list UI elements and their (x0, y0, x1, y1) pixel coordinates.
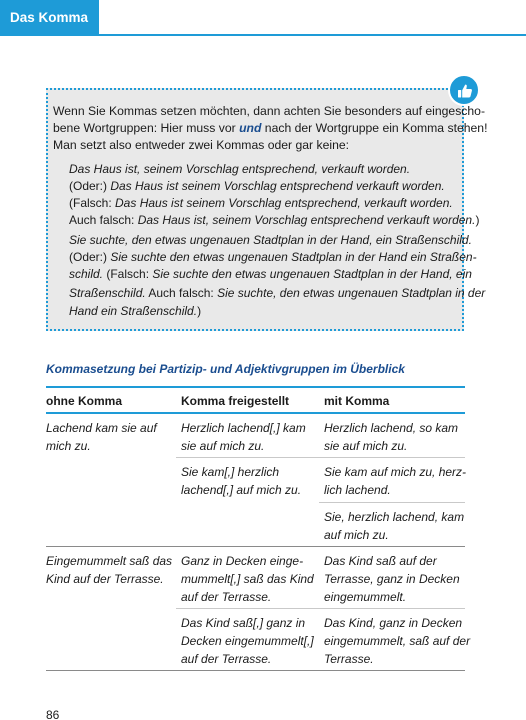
table-cell: Lachend kam sie auf mich zu. (46, 421, 157, 453)
table-cell: Sie, herzlich lachend, kam auf mich zu. (324, 510, 465, 542)
tip-intro-line-1: Wenn Sie Kommas setzen möchten, dann achten Sie besonders auf eingescho- (53, 104, 486, 118)
header-rule (99, 34, 526, 36)
tip-example-line: (Oder:) Sie suchte den etwas ungenauen Stadtplan in der Hand ein Straßen- (69, 250, 477, 264)
tip-example-line: Straßenschild. Auch falsch: Sie suchte, den etwas ungenauen Stadtplan in der (69, 286, 486, 300)
tip-example-line: Sie suchte, den etwas ungenauen Stadtplan in der Hand, ein Straßenschild. (69, 233, 472, 247)
column-header-komma-freigestellt: Komma freigestellt (181, 394, 290, 408)
chapter-title: Das Komma (10, 10, 89, 25)
tip-example-line: Auch falsch: Das Haus ist, seinem Vorschlag entsprechend verkauft worden.) (69, 213, 480, 227)
table-cell: Sie kam[,] herzlich lachend[,] auf mich zu. (181, 465, 302, 497)
thumbs-up-icon (448, 74, 480, 106)
chapter-header (0, 0, 526, 36)
table-cell: Eingemummelt saß das Kind auf der Terrasse. (46, 554, 173, 586)
table-row-divider (319, 502, 465, 503)
tip-example-line: Das Haus ist, seinem Vorschlag entsprechend, verkauft worden. (69, 162, 411, 176)
chapter-tab (0, 0, 99, 36)
tip-example-line: (Oder:) Das Haus ist seinem Vorschlag entsprechend verkauft worden. (69, 179, 445, 193)
table-bottom-rule (46, 670, 465, 671)
table-row-divider (176, 608, 465, 609)
tip-example-line: schild. (Falsch: Sie suchte den etwas ungenauen Stadtplan in der Hand, ein (69, 267, 472, 281)
tip-intro-line-3: Man setzt also entweder zwei Kommas oder gar keine: (53, 138, 350, 152)
table-cell: Sie kam auf mich zu, herz- lich lachend. (324, 465, 467, 497)
table-cell: Herzlich lachend, so kam sie auf mich zu. (324, 421, 459, 453)
table-cell: Herzlich lachend[,] kam sie auf mich zu. (181, 421, 306, 453)
tip-intro-line-2: bene Wortgruppen: Hier muss vor und nach der Wortgruppe ein Komma stehen! (53, 121, 488, 135)
table-title: Kommasetzung bei Partizip- und Adjektivgruppen im Überblick (46, 362, 405, 376)
column-header-ohne-komma: ohne Komma (46, 394, 123, 408)
table-cell: Ganz in Decken einge- mummelt[,] saß das Kind auf der Terrasse. (181, 554, 314, 604)
tip-example-line: Hand ein Straßenschild.) (69, 304, 202, 318)
table-cell: Das Kind, ganz in Decken eingemummelt, saß auf der Terrasse. (324, 616, 471, 666)
table-row-divider (176, 457, 465, 458)
table-cell: Das Kind saß auf der Terrasse, ganz in Decken eingemummelt. (324, 554, 460, 604)
table-group-divider (46, 546, 465, 547)
column-header-mit-komma: mit Komma (324, 394, 390, 408)
tip-example-line: (Falsch: Das Haus ist seinem Vorschlag entsprechend, verkauft worden. (69, 196, 453, 210)
page-number: 86 (46, 708, 60, 720)
table-header-rule (46, 412, 465, 414)
table-top-rule (46, 386, 465, 388)
emphasis-keyword: und (239, 121, 262, 135)
table-cell: Das Kind saß[,] ganz in Decken eingemummelt[,] auf der Terrasse. (181, 616, 314, 666)
